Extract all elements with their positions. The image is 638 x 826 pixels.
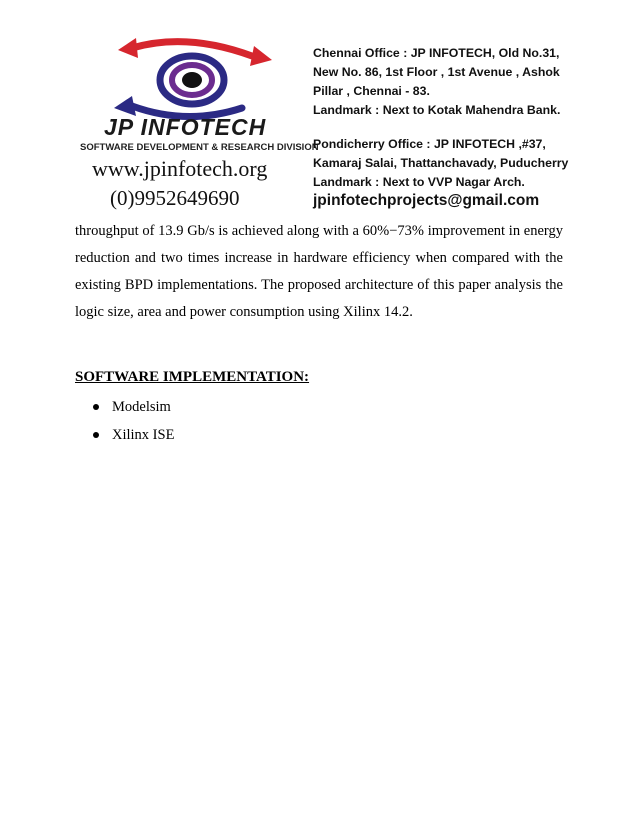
address-line: Pillar , Chennai - 83. (313, 84, 430, 98)
company-name: JP INFOTECH (104, 114, 267, 140)
list-item-label: Modelsim (112, 399, 171, 415)
software-list (93, 393, 174, 449)
list-item (93, 421, 174, 449)
phone-number: (0)9952649690 (110, 186, 240, 210)
chennai-office-address (313, 44, 560, 120)
header-banner (76, 36, 568, 216)
body-paragraph: throughput of 13.9 Gb/s is achieved along with a 60%−73% improvement in energy reduction and two times increase in hardware efficiency when compared with the existing BPD implementations. The proposed architecture of this paper analysis the logic size, area and power consumption using Xilinx 14.2. (75, 223, 563, 320)
address-line: Landmark : Next to Kotak Mahendra Bank. (313, 103, 561, 117)
division-name: SOFTWARE DEVELOPMENT & RESEARCH DIVISION (80, 142, 319, 153)
address-line: Pondicherry Office : JP INFOTECH ,#37, (313, 137, 546, 151)
jp-infotech-logo-icon (92, 36, 292, 124)
pondicherry-office-address (313, 135, 568, 192)
bullet-icon (93, 432, 99, 438)
list-item-label: Xilinx ISE (112, 427, 175, 443)
list-item (93, 393, 174, 421)
bullet-icon (93, 404, 99, 410)
address-line: Chennai Office : JP INFOTECH, Old No.31, (313, 46, 560, 60)
website-text: www.jpinfotech.org (92, 156, 268, 181)
address-line: Kamaraj Salai, Thattanchavady, Puducherry (313, 156, 569, 170)
section-heading: SOFTWARE IMPLEMENTATION: (75, 369, 310, 385)
address-line: New No. 86, 1st Floor , 1st Avenue , Ashok (313, 65, 560, 79)
address-line: Landmark : Next to VVP Nagar Arch. (313, 175, 525, 189)
email-address: jpinfotechprojects@gmail.com (313, 192, 540, 209)
